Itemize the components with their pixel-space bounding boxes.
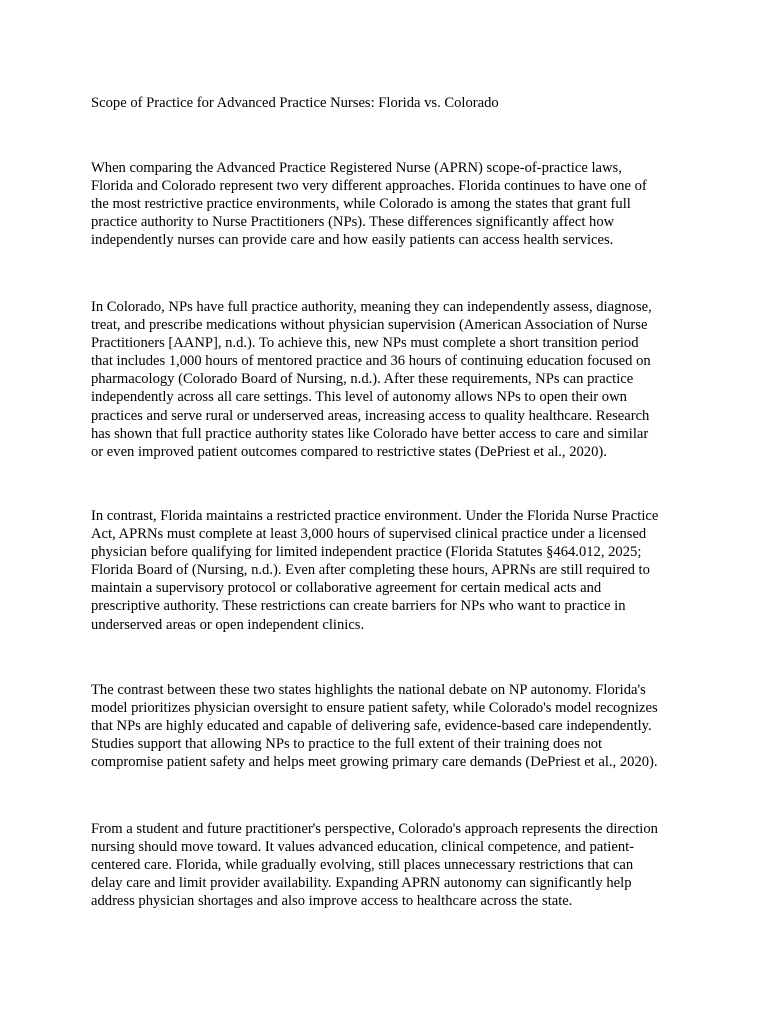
paragraph-comparison: The contrast between these two states highlights the national debate on NP autonomy. Florida's model prioritizes physician oversight to ensure patient safety, while Colorado's model recognizes that NPs are highly educated and capable of delivering safe, evidence-based care independently. Studies support that allowing NPs to practice to the full extent of their training does not compromise patient safety and helps meet growing primary care demands (DePriest et al., 2020). [91, 682, 658, 771]
document-title: Scope of Practice for Advanced Practice Nurses: Florida vs. Colorado [91, 95, 499, 111]
paragraph-colorado: In Colorado, NPs have full practice authority, meaning they can independently assess, diagnose, treat, and prescribe medications without physician supervision (American Association of Nurse Practitioners [AANP], n.d.). To achieve this, new NPs must complete a short transition period that includes 1,000 hours of mentored practice and 36 hours of continuing education focused on pharmacology (Colorado Board of Nursing, n.d.). After these requirements, NPs can practice independently across all care settings. This level of autonomy allows NPs to open their own practices and serve rural or underserved areas, increasing access to quality healthcare. Research has shown that full practice authority states like Colorado have better access to care and similar or even improved patient outcomes compared to restrictive states (DePriest et al., 2020). [91, 299, 652, 460]
paragraph-florida: In contrast, Florida maintains a restricted practice environment. Under the Florida Nurse Practice Act, APRNs must complete at least 3,000 hours of supervised clinical practice under a licensed physician before qualifying for limited independent practice (Florida Statutes §464.012, 2025; Florida Board of (Nursing, n.d.). Even after completing these hours, APRNs are still required to maintain a supervisory protocol or collaborative agreement for certain medical acts and prescriptive authority. These restrictions can create barriers for NPs who want to practice in underserved areas or open independent clinics. [91, 508, 659, 633]
paragraph-introduction: When comparing the Advanced Practice Registered Nurse (APRN) scope-of-practice laws, Florida and Colorado represent two very different approaches. Florida continues to have one of the most restrictive practice environments, while Colorado is among the states that grant full practice authority to Nurse Practitioners (NPs). These differences significantly affect how independently nurses can provide care and how easily patients can access health services. [91, 160, 647, 249]
paragraph-perspective: From a student and future practitioner's perspective, Colorado's approach represents the direction nursing should move toward. It values advanced education, clinical competence, and patient- centered care. Florida, while gradually evolving, still places unnecessary restrictions that can delay care and limit provider availability. Expanding APRN autonomy can significantly help address physician shortages and also improve access to healthcare across the state. [91, 821, 658, 910]
